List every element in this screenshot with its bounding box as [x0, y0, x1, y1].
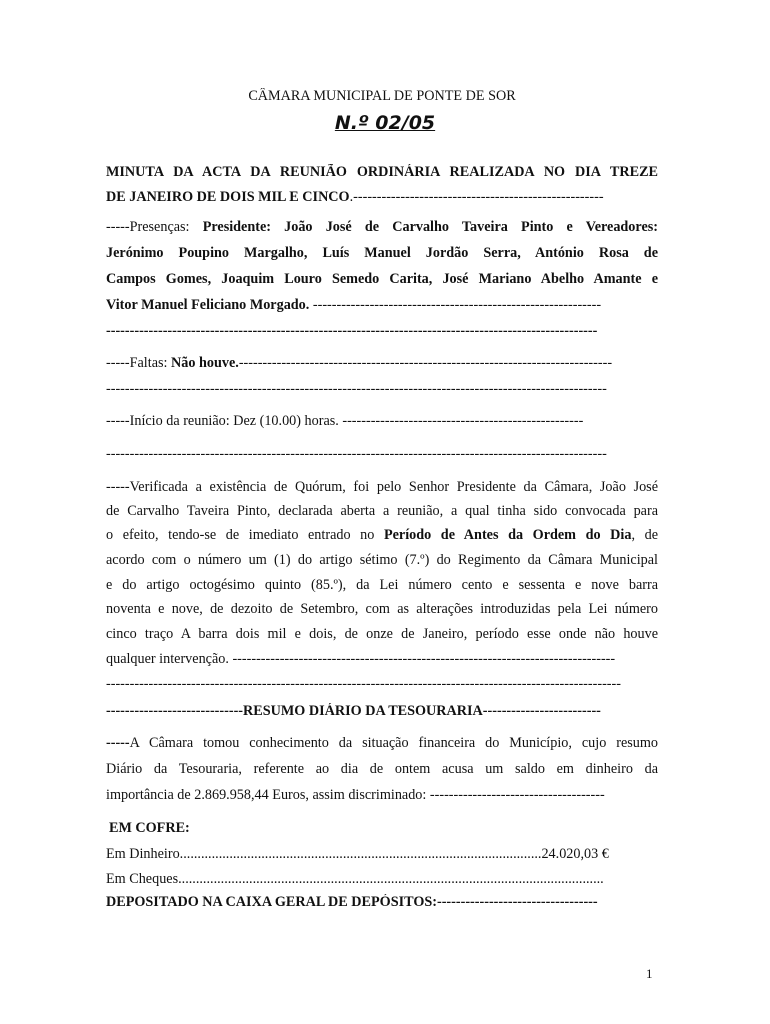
minuta-title-date: DE JANEIRO DE DOIS MIL E CINCO: [106, 189, 350, 205]
dash-line: ----------------------------------------------------------------------------------------------------------: [106, 381, 607, 397]
verificada-line-7: cinco traço A barra dois mil e dois, de onze de Janeiro, período esse onde não houve: [106, 626, 658, 642]
minuta-title-line-2: [106, 189, 658, 206]
dash-filler: .-----------------------------------------------------: [349, 189, 604, 205]
verificada-line-5: e do artigo octogésimo quinto (85.º), da Lei número cento e sessenta e nove barra: [106, 577, 658, 593]
verificada-line-1: -----Verificada a existência de Quórum, foi pelo Senhor Presidente da Câmara, João José: [106, 479, 658, 495]
inicio-line: [106, 413, 658, 430]
minuta-title-line-1: MINUTA DA ACTA DA REUNIÃO ORDINÁRIA REALIZADA NO DIA TREZE: [106, 164, 658, 180]
presencas-line-3: Campos Gomes, Joaquim Louro Semedo Carita, José Mariano Abelho Amante e: [106, 271, 658, 287]
resumo-text: A Câmara tomou conhecimento da situação financeira do Município, cujo resumo: [129, 735, 658, 751]
dash-prefix: -----: [106, 735, 130, 751]
em-dinheiro-line: Em Dinheiro......................................................................................................24.020,03 €: [106, 846, 609, 862]
presencas-president: Presidente: João José de Carvalho Taveira Pinto e Vereadores:: [202, 219, 658, 235]
verificada-text: , de: [631, 527, 658, 543]
verificada-line-3: [106, 527, 658, 544]
em-cheques-line: Em Cheques........................................................................................................................: [106, 871, 604, 887]
dash-filler: -------------------------------------------------------------------------------: [238, 355, 613, 371]
presencas-line-1: [106, 219, 658, 236]
resumo-line-3: importância de 2.869.958,44 Euros, assim discriminado: -------------------------------------: [106, 787, 605, 803]
institution-header: CÂMARA MUNICIPAL DE PONTE DE SOR: [248, 88, 516, 104]
resumo-line-2: Diário da Tesouraria, referente ao dia de ontem acusa um saldo em dinheiro da: [106, 761, 658, 777]
presencas-line-2: Jerónimo Poupino Margalho, Luís Manuel Jordão Serra, António Rosa de: [106, 245, 658, 261]
depositado-heading: DEPOSITADO NA CAIXA GERAL DE DEPÓSITOS:----------------------------------: [106, 894, 598, 910]
verificada-line-4: acordo com o número um (1) do artigo sétimo (7.º) do Regimento da Câmara Municipal: [106, 552, 658, 568]
dash-line: ----------------------------------------------------------------------------------------------------------: [106, 446, 607, 462]
verificada-line-8: qualquer intervenção. ---------------------------------------------------------------------------------: [106, 651, 616, 667]
dash-line: --------------------------------------------------------------------------------------------------------: [106, 323, 598, 339]
page-number: 1: [646, 966, 653, 981]
presencas-label: -----Presenças:: [106, 219, 203, 235]
dash-filler: ---------------------------------------------------: [342, 413, 584, 429]
inicio-text: -----Início da reunião: Dez (10.00) horas.: [106, 413, 343, 429]
document-number: N.º 02/05: [334, 112, 436, 134]
em-cofre-heading: EM COFRE:: [109, 820, 190, 836]
faltas-label: -----Faltas:: [106, 355, 172, 371]
verificada-line-2: de Carvalho Taveira Pinto, declarada aberta a reunião, a qual tinha sido convocada para: [106, 503, 658, 519]
verificada-text: o efeito, tendo-se de imediato entrado no: [106, 527, 384, 543]
faltas-value: Não houve.: [171, 355, 239, 371]
presencas-line-4: [106, 297, 658, 314]
resumo-line-1: [106, 735, 658, 752]
resumo-heading: -----------------------------RESUMO DIÁRIO DA TESOURARIA-------------------------: [106, 703, 601, 719]
dash-filler: -------------------------------------------------------------: [309, 297, 602, 313]
verificada-line-6: noventa e nove, de dezoito de Setembro, com as alterações introduzidas pela Lei número: [106, 601, 658, 617]
periodo-antes-ordem-dia: Período de Antes da Ordem do Dia: [383, 527, 632, 543]
dash-line: -------------------------------------------------------------------------------------------------------------: [106, 676, 621, 692]
presencas-last-name: Vitor Manuel Feliciano Morgado.: [106, 297, 310, 313]
faltas-line: [106, 355, 658, 372]
